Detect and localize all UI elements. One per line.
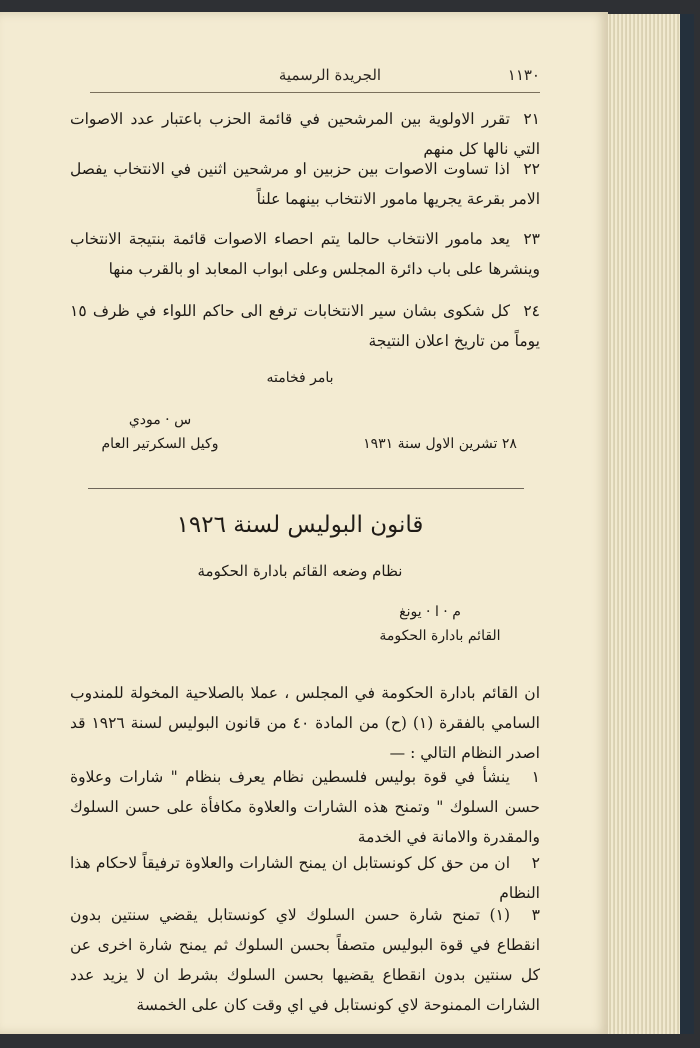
paragraph-number: ٢٣ <box>523 230 540 248</box>
paragraph-text: يعد مامور الانتخاب حالما يتم احصاء الاصوات قائمة بنتيجة الانتخاب وينشرها على باب دائرة المجلس وعلى ابواب المعابد او بالقرب منها <box>70 230 540 278</box>
section-divider <box>88 488 524 489</box>
paragraph-text: اذا تساوت الاصوات بين حزبين او مرشحين اثنين في الانتخاب يفصل الامر بقرعة يجريها مامور الانتخاب بينهما علناً <box>70 160 540 208</box>
paragraph-22 <box>70 154 540 214</box>
date-line: ٢٨ تشرين الاول سنة ١٩٣١ <box>363 436 517 452</box>
law-signer-title: القائم بادارة الحكومة <box>379 628 501 644</box>
gazette-title: الجريدة الرسمية <box>278 66 382 84</box>
page-header <box>90 62 540 93</box>
paragraph-number: ٢٤ <box>523 302 540 320</box>
paragraph-text: تقرر الاولوية بين المرشحين في قائمة الحزب باعتبار عدد الاصوات التي نالها كل منهم <box>70 110 540 158</box>
paragraph-number: ٢٢ <box>523 160 540 178</box>
law-subtitle: نظام وضعه القائم بادارة الحكومة <box>197 562 403 580</box>
article-1 <box>70 762 540 852</box>
paragraph-23 <box>70 224 540 284</box>
by-order-line: بامر فخامته <box>266 370 334 386</box>
article-number: ٢ <box>531 854 540 872</box>
paragraph-24 <box>70 296 540 356</box>
article-number: ١ <box>531 768 540 786</box>
preamble: ان القائم بادارة الحكومة في المجلس ، عملا بالصلاحية المخولة للمندوب السامي بالفقرة (١) (ح) من المادة ٤٠ من قانون البوليس لسنة ١٩٢٦ قد اصدر النظام التالي : — <box>70 684 540 762</box>
law-signer-name: م · ا · يونغ <box>399 604 461 620</box>
signer-title: وكيل السكرتير العام <box>101 436 219 452</box>
signer-name: س · مودي <box>128 412 192 428</box>
article-2 <box>70 848 540 908</box>
book-page-edges <box>598 14 691 1034</box>
article-text: ينشأ في قوة بوليس فلسطين نظام يعرف بنظام " شارات وعلاوة حسن السلوك " وتمنح هذه الشارات والعلاوة مكافأة على حسن السلوك والمقدرة والامانة في الخدمة <box>70 768 540 846</box>
page-number: ١١٣٠ <box>507 66 540 84</box>
paragraph-text: كل شكوى بشان سير الانتخابات ترفع الى حاكم اللواء في ظرف ١٥ يوماً من تاريخ اعلان النتيجة <box>70 302 540 350</box>
law-title: قانون البوليس لسنة ١٩٢٦ <box>176 512 424 538</box>
article-3 <box>70 900 540 1020</box>
article-number: ٣ <box>531 906 540 924</box>
article-text: (١) تمنح شارة حسن السلوك لاي كونستابل يقضي سنتين بدون انقطاع في قوة البوليس متصفاً بحسن السلوك ثم يمنح شارة اخرى عن كل سنتين بدون انقطاع يقضيها بحسن السلوك بشرط ان لا يزيد عدد الشارات الممنوحة لاي كونستابل في اي وقت كان على الخمسة <box>70 906 540 1014</box>
book-cover-edge <box>680 14 694 1034</box>
paragraph-number: ٢١ <box>523 110 540 128</box>
document-page <box>0 12 608 1034</box>
article-text: ان من حق كل كونستابل ان يمنح الشارات والعلاوة ترفيقاً لاحكام هذا النظام <box>70 854 540 902</box>
